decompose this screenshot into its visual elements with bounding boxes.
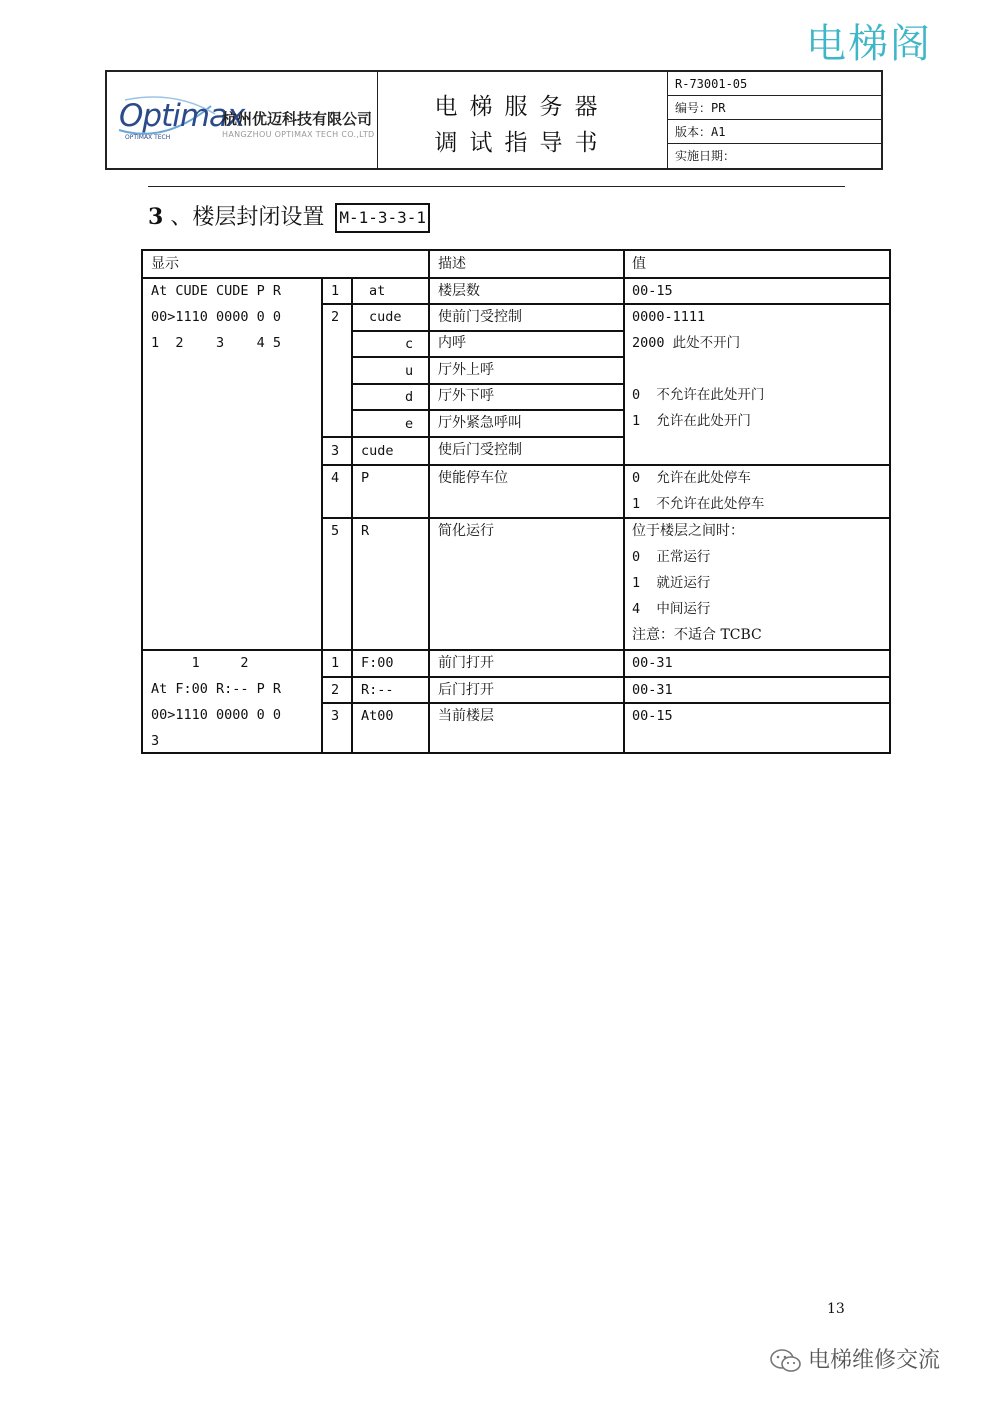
- row-value: 0 允许在此处停车: [632, 470, 751, 486]
- row-value: 1 允许在此处开门: [632, 413, 751, 429]
- display-line: 1 2: [151, 655, 249, 671]
- menu-code: M-1-3-3-1: [335, 203, 430, 233]
- row-code: cude: [361, 443, 394, 459]
- row-description: 使后门受控制: [438, 442, 522, 458]
- logo-subtext: OPTIMAX TECH: [125, 134, 171, 141]
- display-line: 00>1110 0000 0 0: [151, 309, 282, 325]
- watermark-title: 电梯阁: [806, 21, 932, 67]
- settings-table: [141, 249, 891, 754]
- row-description: 楼层数: [438, 283, 480, 299]
- section-heading: [148, 200, 430, 233]
- row-value: 注意：不适合 TCBC: [632, 627, 762, 643]
- header-value: 值: [632, 256, 646, 272]
- row-description: 内呼: [438, 335, 466, 351]
- wechat-label: 电梯维修交流: [808, 1348, 941, 1373]
- row-code: R:--: [361, 682, 394, 698]
- row-code: At00: [361, 708, 394, 724]
- row-value: 2000 此处不开门: [632, 335, 741, 351]
- row-code: R: [361, 523, 370, 539]
- display-line: At CUDE CUDE P R: [151, 283, 282, 299]
- row-value: 00-31: [632, 655, 673, 671]
- row-number: 2: [331, 682, 340, 698]
- doc-title-line2: 调试指导书: [434, 130, 610, 156]
- row-description: 厅外紧急呼叫: [438, 415, 522, 431]
- row-number: 1: [331, 283, 340, 299]
- row-value: 00-31: [632, 682, 673, 698]
- row-value: 0 不允许在此处开门: [632, 387, 765, 403]
- display-line: At F:00 R:-- P R: [151, 681, 282, 697]
- row-code: at: [369, 283, 386, 299]
- title-cell: [377, 72, 668, 168]
- row-number: 5: [331, 523, 340, 539]
- doc-date: 实施日期：: [675, 149, 736, 163]
- logo-cell: [107, 72, 378, 168]
- meta-cell: [667, 72, 881, 168]
- display-line: 3: [151, 733, 160, 749]
- doc-number: 编号：PR: [667, 96, 881, 120]
- row-number: 2: [331, 309, 340, 325]
- row-description: 使能停车位: [438, 470, 508, 486]
- row-value: 0000-1111: [632, 309, 706, 325]
- row-description: 后门打开: [438, 682, 494, 698]
- row-value: 1 不允许在此处停车: [632, 496, 765, 512]
- row-value: 00-15: [632, 283, 673, 299]
- company-name-en: HANGZHOU OPTIMAX TECH CO.,LTD: [222, 130, 375, 139]
- row-number: 4: [331, 470, 340, 486]
- row-code: P: [361, 470, 370, 486]
- row-code: F:00: [361, 655, 394, 671]
- company-name-cn: 杭州优迈科技有限公司: [222, 110, 373, 128]
- header-description: 描述: [438, 256, 466, 272]
- wechat-icon: [768, 1347, 804, 1375]
- display-line: 00>1110 0000 0 0: [151, 707, 282, 723]
- row-description: 简化运行: [438, 523, 494, 539]
- doc-code: R-73001-05: [667, 72, 881, 96]
- wechat-watermark: [768, 1343, 940, 1375]
- row-description: 使前门受控制: [438, 309, 522, 325]
- doc-title-line1: 电梯服务器: [434, 94, 610, 120]
- row-number: 3: [331, 708, 340, 724]
- row-code: u: [405, 363, 414, 379]
- row-description: 厅外下呼: [438, 388, 494, 404]
- row-code: c: [405, 336, 414, 352]
- row-value: 0 正常运行: [632, 549, 711, 565]
- row-value: 位于楼层之间时：: [632, 523, 744, 539]
- row-description: 厅外上呼: [438, 362, 494, 378]
- logo-wordmark: Optimax: [119, 98, 245, 134]
- display-line: 1 2 3 4 5: [151, 335, 282, 351]
- page-number: 13: [827, 1301, 845, 1317]
- row-code: d: [405, 389, 414, 405]
- doc-version: 版本：A1: [667, 120, 881, 144]
- header-display: 显示: [151, 256, 179, 272]
- row-code: cude: [369, 309, 402, 325]
- row-description: 前门打开: [438, 655, 494, 671]
- divider: [148, 186, 845, 187]
- row-value: 4 中间运行: [632, 601, 711, 617]
- document-header: [105, 70, 883, 170]
- row-description: 当前楼层: [438, 708, 494, 724]
- section-number: 3: [148, 204, 164, 230]
- section-title: 、楼层封闭设置: [170, 205, 325, 230]
- row-number: 1: [331, 655, 340, 671]
- row-value: 00-15: [632, 708, 673, 724]
- row-value: 1 就近运行: [632, 575, 711, 591]
- row-number: 3: [331, 443, 340, 459]
- row-code: e: [405, 416, 414, 432]
